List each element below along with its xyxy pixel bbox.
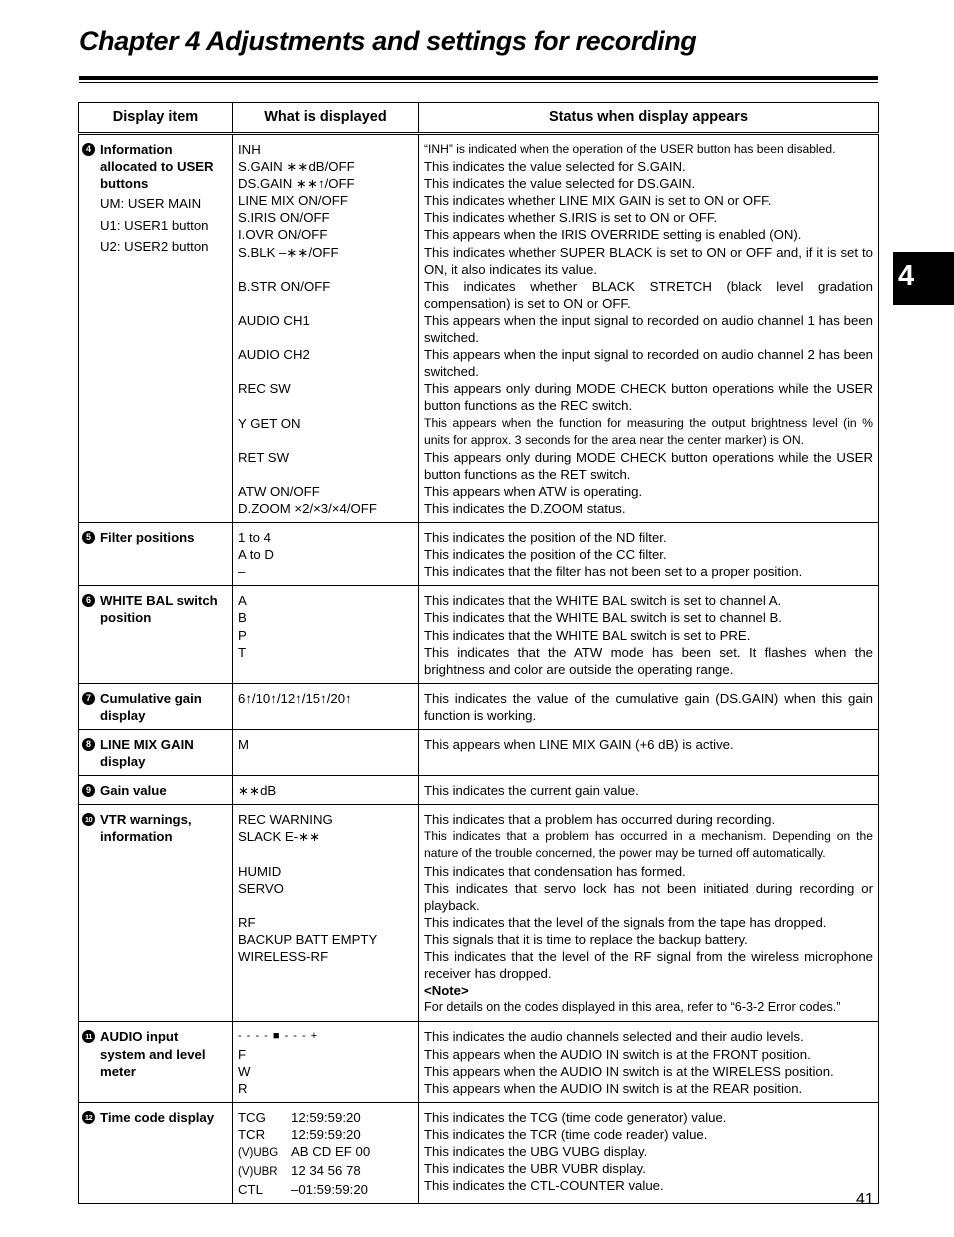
- status-text: This appears when the input signal to recorded on audio channel 1 has been switched.: [424, 312, 873, 346]
- item-number-badge: 5: [82, 531, 95, 544]
- display-value: ∗∗dB: [238, 783, 277, 799]
- status-text: This indicates the TCR (time code reader) value.: [424, 1126, 708, 1142]
- item-number-badge: 6: [82, 594, 95, 607]
- audio-level-meter: - - - - ■ - - - +: [238, 1030, 319, 1043]
- status-text: This appears when the AUDIO IN switch is at the REAR position.: [424, 1080, 803, 1096]
- title-rule-thin: [79, 82, 878, 83]
- status-text: This indicates the D.ZOOM status.: [424, 500, 626, 516]
- item-title-line: Gain value: [100, 783, 167, 799]
- note-text: For details on the codes displayed in this area, refer to “6-3-2 Error codes.”: [424, 1000, 841, 1015]
- display-value: DS.GAIN ∗∗↑/OFF: [238, 176, 355, 192]
- display-item-cell: [79, 776, 233, 805]
- display-value: RET SW: [238, 449, 290, 465]
- status-text: This indicates that the level of the signals from the tape has dropped.: [424, 914, 827, 930]
- status-text: This indicates that the level of the RF signal from the wireless microphone receiver has dropped.: [424, 949, 873, 982]
- item-title-line: VTR warnings,: [100, 812, 192, 828]
- user-main-label: UM: USER MAIN: [100, 196, 202, 212]
- display-value: A to D: [238, 547, 274, 563]
- table-header-row: [79, 103, 879, 134]
- item-number-badge: 11: [82, 1030, 95, 1043]
- display-item-cell: [79, 730, 233, 776]
- status-text: This indicates the TCG (time code generator) value.: [424, 1109, 727, 1125]
- user2-label: U2: USER2 button: [100, 239, 209, 255]
- table-row: [79, 523, 879, 586]
- display-value: WIRELESS-RF: [238, 949, 329, 965]
- page-number: 41: [856, 1191, 874, 1208]
- item-number-badge: 4: [82, 143, 95, 156]
- status-text: This appears when the input signal to recorded on audio channel 2 has been switched.: [424, 347, 873, 380]
- what-is-displayed-cell: [233, 523, 419, 586]
- display-value: HUMID: [238, 863, 282, 879]
- status-text: This indicates that servo lock has not been initiated during recording or playback.: [424, 880, 873, 913]
- status-cell: [419, 523, 879, 586]
- what-is-displayed-cell: [233, 134, 419, 523]
- status-text: This indicates that the WHITE BAL switch is set to channel A.: [424, 593, 782, 609]
- status-text: This indicates that the WHITE BAL switch is set to channel B.: [424, 610, 782, 626]
- item-title-line: display: [100, 754, 146, 770]
- item-number-badge: 7: [82, 692, 95, 705]
- timecode-label: CTL: [238, 1182, 263, 1198]
- item-title-line: LINE MIX GAIN: [100, 737, 194, 752]
- status-text: This indicates that the WHITE BAL switch is set to PRE.: [424, 627, 751, 643]
- item-number-badge: 9: [82, 784, 95, 797]
- timecode-value: 12:59:59:20: [291, 1109, 361, 1125]
- what-is-displayed-cell: [233, 683, 419, 729]
- status-text: This indicates the value selected for DS.GAIN.: [424, 176, 696, 192]
- status-text: This appears when the AUDIO IN switch is at the FRONT position.: [424, 1046, 811, 1062]
- display-item-cell: [79, 1022, 233, 1102]
- chapter-side-tab: 4: [893, 252, 954, 305]
- timecode-row: [238, 1181, 413, 1198]
- status-cell: [419, 1102, 879, 1203]
- status-text: This appears when the AUDIO IN switch is at the WIRELESS position.: [424, 1063, 834, 1079]
- display-value: A: [238, 593, 247, 609]
- status-text: This indicates the CTL-COUNTER value.: [424, 1178, 664, 1194]
- note-label: <Note>: [424, 983, 469, 999]
- status-text: This indicates whether BLACK STRETCH (black level gradation compensation) is set to ON or OFF.: [424, 278, 873, 311]
- item-title-line: AUDIO input: [100, 1029, 179, 1045]
- status-text: This indicates the current gain value.: [424, 783, 639, 799]
- status-text: This signals that it is time to replace the backup battery.: [424, 931, 748, 947]
- display-value: B.STR ON/OFF: [238, 278, 331, 294]
- status-text: This appears only during MODE CHECK button operations while the USER button functions as the RET switch.: [424, 449, 873, 482]
- status-text: This indicates the position of the ND filter.: [424, 530, 667, 546]
- item-title-line: Information: [100, 142, 173, 157]
- status-text: This appears only during MODE CHECK button operations while the USER button functions as the REC switch.: [424, 381, 873, 414]
- table-row: [79, 805, 879, 1022]
- display-value: REC SW: [238, 381, 291, 397]
- display-value: D.ZOOM ×2/×3/×4/OFF: [238, 500, 377, 516]
- status-text: This appears when the function for measuring the output brightness level (in % units for approx. 3 seconds for the area near the center marker) is ON.: [424, 415, 873, 447]
- status-cell: [419, 1022, 879, 1102]
- display-value: P: [238, 627, 247, 643]
- timecode-label: TCG: [238, 1109, 266, 1125]
- status-cell: [419, 683, 879, 729]
- display-value: T: [238, 644, 247, 660]
- table-row: [79, 586, 879, 683]
- item-title-line: position: [100, 610, 152, 626]
- display-value: B: [238, 610, 247, 626]
- display-item-cell: [79, 1102, 233, 1203]
- status-text: This indicates the value of the cumulative gain (DS.GAIN) when this gain function is working.: [424, 690, 873, 723]
- display-value: R: [238, 1080, 248, 1096]
- timecode-value: 12:59:59:20: [291, 1126, 361, 1142]
- display-value: SLACK E-∗∗: [238, 829, 321, 845]
- display-value: I.OVR ON/OFF: [238, 227, 328, 243]
- what-is-displayed-cell: [233, 730, 419, 776]
- status-text: This indicates that the filter has not been set to a proper position.: [424, 564, 803, 580]
- what-is-displayed-cell: [233, 1102, 419, 1203]
- timecode-value: 12 34 56 78: [291, 1163, 361, 1179]
- display-value: RF: [238, 914, 256, 930]
- display-value: S.IRIS ON/OFF: [238, 210, 330, 226]
- title-rule-thick: [79, 76, 878, 80]
- status-text: This indicates whether LINE MIX GAIN is set to ON or OFF.: [424, 193, 772, 209]
- item-title-line: buttons: [100, 176, 149, 192]
- status-text: This appears when LINE MIX GAIN (+6 dB) is active.: [424, 737, 734, 752]
- display-value: SERVO: [238, 880, 284, 896]
- display-value: INH: [238, 142, 261, 157]
- timecode-row: [238, 1162, 413, 1181]
- display-item-cell: [79, 586, 233, 683]
- what-is-displayed-cell: [233, 1022, 419, 1102]
- item-title-line: allocated to USER: [100, 159, 214, 175]
- timecode-row: [238, 1143, 413, 1162]
- what-is-displayed-cell: [233, 586, 419, 683]
- status-text: This indicates that condensation has formed.: [424, 863, 686, 879]
- display-value: Y GET ON: [238, 415, 301, 431]
- what-is-displayed-cell: [233, 805, 419, 1022]
- status-text: This indicates the position of the CC filter.: [424, 547, 667, 563]
- item-title-line: system and level: [100, 1046, 206, 1062]
- status-text: This appears when the IRIS OVERRIDE setting is enabled (ON).: [424, 227, 802, 243]
- what-is-displayed-cell: [233, 776, 419, 805]
- status-text: This appears when ATW is operating.: [424, 483, 643, 499]
- timecode-label: TCR: [238, 1126, 266, 1142]
- display-item-cell: [79, 805, 233, 1022]
- timecode-label: (V)UBG: [238, 1146, 279, 1159]
- display-value: AUDIO CH2: [238, 347, 310, 363]
- status-text: This indicates that the ATW mode has been set. It flashes when the brightness and color are outside the operating range.: [424, 644, 873, 677]
- status-text: This indicates the UBR VUBR display.: [424, 1161, 646, 1177]
- table-row: [79, 1102, 879, 1203]
- display-value: W: [238, 1063, 251, 1079]
- item-number-badge: 12: [82, 1111, 95, 1124]
- item-title-line: Filter positions: [100, 530, 195, 546]
- status-text: This indicates the UBG VUBG display.: [424, 1143, 648, 1159]
- timecode-value: AB CD EF 00: [291, 1143, 371, 1159]
- item-title-line: information: [100, 829, 173, 845]
- display-value: M: [238, 737, 249, 752]
- item-title-line: Time code display: [100, 1109, 215, 1125]
- timecode-row: [238, 1126, 413, 1143]
- table-row: [79, 134, 879, 523]
- status-cell: [419, 586, 879, 683]
- status-text: “INH” is indicated when the operation of the USER button has been disabled.: [424, 142, 836, 156]
- status-text: This indicates the audio channels selected and their audio levels.: [424, 1029, 804, 1045]
- header-display-item: Display item: [79, 103, 233, 134]
- display-value: ATW ON/OFF: [238, 483, 320, 499]
- header-status: Status when display appears: [419, 103, 879, 134]
- header-what-is-displayed: What is displayed: [233, 103, 419, 134]
- status-text: This indicates whether S.IRIS is set to ON or OFF.: [424, 210, 718, 226]
- table-row: [79, 1022, 879, 1102]
- display-value: AUDIO CH1: [238, 312, 310, 328]
- item-title-line: meter: [100, 1063, 136, 1079]
- status-text: This indicates the value selected for S.GAIN.: [424, 159, 686, 175]
- status-cell: [419, 776, 879, 805]
- display-value: BACKUP BATT EMPTY: [238, 931, 378, 947]
- status-cell: [419, 730, 879, 776]
- status-cell: [419, 805, 879, 1022]
- status-text: This indicates that a problem has occurred during recording.: [424, 812, 776, 828]
- display-item-cell: [79, 134, 233, 523]
- item-number-badge: 10: [82, 813, 95, 826]
- table-row: [79, 683, 879, 729]
- table-row: [79, 776, 879, 805]
- display-item-cell: [79, 523, 233, 586]
- status-cell: [419, 134, 879, 523]
- timecode-row: [238, 1109, 413, 1126]
- display-value: F: [238, 1046, 247, 1062]
- user1-label: U1: USER1 button: [100, 217, 209, 233]
- display-item-cell: [79, 683, 233, 729]
- timecode-label: (V)UBR: [238, 1166, 278, 1179]
- display-value: REC WARNING: [238, 812, 333, 828]
- item-title-line: display: [100, 707, 146, 723]
- chapter-title: Chapter 4 Adjustments and settings for recording: [79, 26, 697, 56]
- item-title-line: WHITE BAL switch: [100, 593, 218, 609]
- display-value: S.BLK –∗∗/OFF: [238, 244, 339, 260]
- display-value: LINE MIX ON/OFF: [238, 193, 348, 209]
- status-text: This indicates that a problem has occurred in a mechanism. Depending on the nature of the trouble concerned, the power may be turned off automatically.: [424, 829, 873, 861]
- display-value: –: [238, 564, 246, 580]
- table-row: [79, 730, 879, 776]
- item-number-badge: 8: [82, 738, 95, 751]
- display-value: 1 to 4: [238, 530, 271, 546]
- timecode-value: –01:59:59:20: [291, 1182, 369, 1198]
- display-value: 6↑/10↑/12↑/15↑/20↑: [238, 690, 352, 706]
- status-text: This indicates whether SUPER BLACK is set to ON or OFF and, if it is set to ON, it also indicates its value.: [424, 244, 873, 277]
- display-value: S.GAIN ∗∗dB/OFF: [238, 159, 355, 175]
- display-items-table: [78, 102, 879, 1204]
- item-title-line: Cumulative gain: [100, 690, 202, 706]
